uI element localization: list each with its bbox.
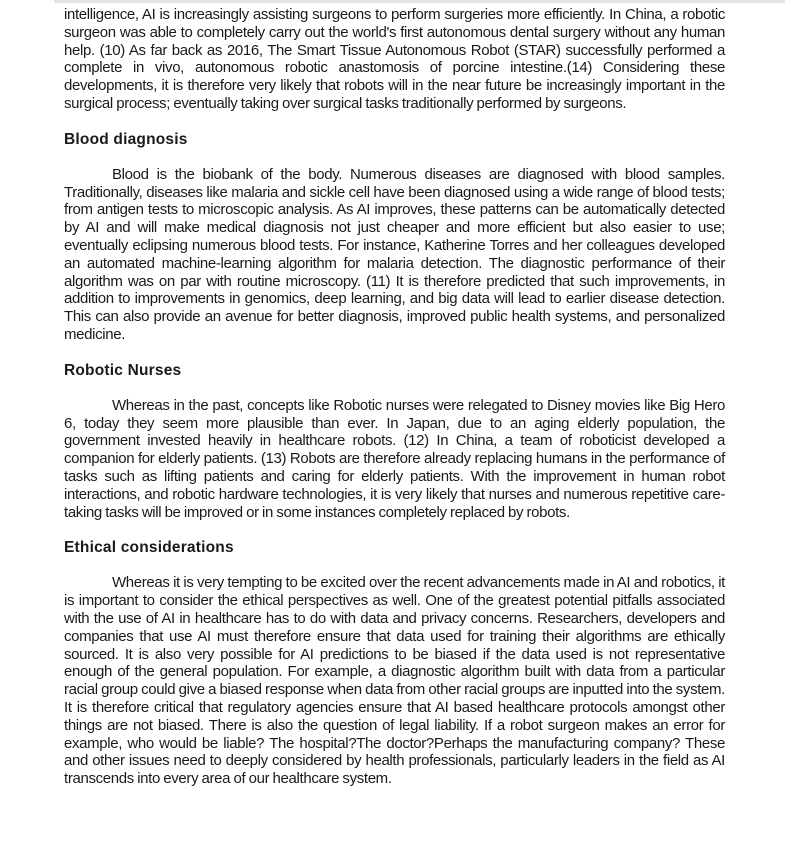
section-body-robotic-nurses: Whereas in the past, concepts like Robotic nurses were relegated to Disney movies like Big Hero 6, today they seem more plausible than ever. In Japan, due to an aging elderly population, the government invested heavily in healthcare robots. (12) In China, a team of roboticist developed a companion for elderly patients. (13) Robots are therefore already replacing humans in the performance of tasks such as lifting patients and caring for elderly patients. With the improvement in human robot interactions, and robotic hardware technologies, it is very likely that nurses and numerous repetitive care-taking tasks will be improved or in some instances completely replaced by robots.: [64, 396, 725, 521]
section-heading-robotic-nurses: Robotic Nurses: [64, 361, 182, 379]
section-heading-ethical-considerations: Ethical considerations: [64, 539, 234, 557]
document-page: [64, 6, 725, 788]
page-top-edge: [54, 0, 785, 3]
intro-paragraph: intelligence, AI is increasingly assisting surgeons to perform surgeries more efficiently. In China, a robotic surgeon was able to completely carry out the world's first autonomous dental surgery without any human help. (10) As far back as 2016, The Smart Tissue Autonomous Robot (STAR) successfully performed a complete in vivo, autonomous robotic anastomosis of porcine intestine.(14) Considering these developments, it is therefore very likely that robots will in the near future be increasingly important in the surgical process; eventually taking over surgical tasks traditionally performed by surgeons.: [64, 6, 725, 112]
section-heading-blood-diagnosis: Blood diagnosis: [64, 130, 188, 148]
section-body-ethical-considerations: Whereas it is very tempting to be excited over the recent advancements made in AI and robotics, it is important to consider the ethical perspectives as well. One of the greatest potential pitfalls associated with the use of AI in healthcare has to do with data and privacy concerns. Researchers, developers and companies that use AI must therefore ensure that data used for training their algorithms are ethically sourced. It is also very possible for AI predictions to be biased if the data used is not representative enough of the general population. For example, a diagnostic algorithm built with data from a particular racial group could give a biased response when data from other racial groups are inputted into the system. It is therefore critical that regulatory agencies ensure that AI based healthcare protocols amongst other things are not biased. There is also the question of legal liability. If a robot surgeon makes an error for example, who would be liable? The hospital?The doctor?Perhaps the manufacturing company? These and other issues need to deeply considered by health professionals, particularly leaders in the field as AI transcends into every area of our healthcare system.: [64, 574, 725, 788]
section-body-blood-diagnosis: Blood is the biobank of the body. Numerous diseases are diagnosed with blood samples. Traditionally, diseases like malaria and sickle cell have been diagnosed using a wide range of blood tests; from antigen tests to microscopic analysis. As AI improves, these patterns can be automatically detected by AI and will make medical diagnosis not just cheaper and more efficient but also easier to use; eventually eclipsing numerous blood tests. For instance, Katherine Torres and her colleagues developed an automated machine-learning algorithm for malaria detection. The diagnostic performance of their algorithm was on par with routine microscopy. (11) It is therefore predicted that such improvements, in addition to improvements in genomics, deep learning, and big data will lead to earlier disease detection. This can also provide an avenue for better diagnosis, improved public health systems, and personalized medicine.: [64, 165, 725, 343]
